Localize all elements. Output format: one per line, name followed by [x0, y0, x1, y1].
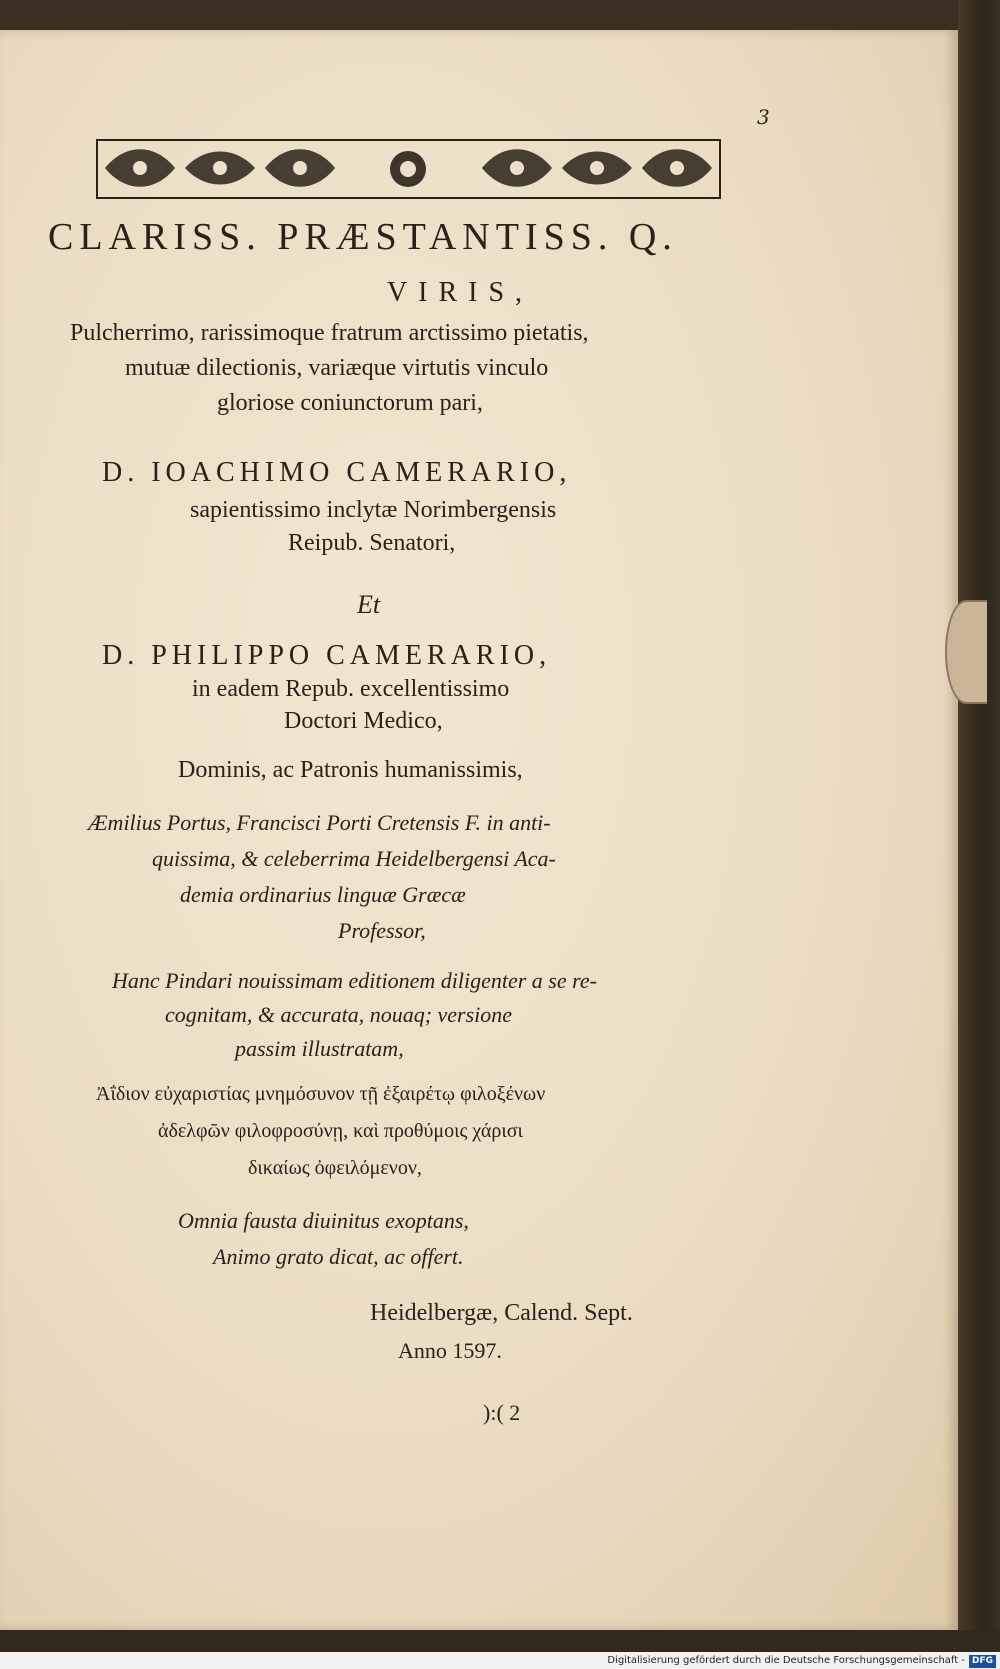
dedication-line: mutuæ dilectionis, variæque virtutis vinculo [125, 355, 549, 381]
folio-number: 3 [757, 105, 770, 129]
author-line: Professor, [338, 918, 426, 943]
edition-line: passim illustratam, [235, 1036, 404, 1061]
dfg-logo: DFG [969, 1655, 996, 1668]
signature-mark: ):( 2 [483, 1400, 521, 1425]
headpiece-ornament [95, 138, 722, 200]
viris-heading: VIRIS, [386, 277, 534, 308]
place-date: Heidelbergæ, Calend. Sept. [370, 1300, 633, 1326]
philippo-title-line: Doctori Medico, [284, 708, 443, 734]
author-line: Æmilius Portus, Francisci Porti Cretensis F. in anti- [88, 810, 551, 835]
dedication-line: Pulcherrimo, rarissimoque fratrum arctissimo pietatis, [70, 320, 589, 346]
digitization-footer [0, 1652, 1000, 1669]
closing-line: Animo grato dicat, ac offert. [213, 1244, 464, 1269]
philippo-title-line: in eadem Repub. excellentissimo [192, 676, 510, 702]
book-spine [958, 0, 1000, 1669]
dedication-line: gloriose coniunctorum pari, [217, 390, 483, 416]
page-edge-tab [945, 600, 987, 704]
year: Anno 1597. [398, 1338, 502, 1363]
closing-line: Omnia fausta diuinitus exoptans, [178, 1208, 469, 1233]
edition-line: cognitam, & accurata, nouaq; versione [165, 1002, 513, 1027]
dedication-title: CLARISS. PRÆSTANTISS. Q. [48, 216, 678, 258]
name-philippo: D. PHILIPPO CAMERARIO, [102, 640, 552, 671]
dominis-line: Dominis, ac Patronis humanissimis, [178, 757, 523, 783]
ioachimo-title-line: sapientissimo inclytæ Norimbergensis [190, 497, 557, 523]
ioachimo-title-line: Reipub. Senatori, [288, 530, 456, 556]
name-ioachimo: D. IOACHIMO CAMERARIO, [102, 457, 572, 488]
greek-line: Ἀΐδιον εὐχαριστίας μνημόσυνον τῇ ἐξαιρέτῳ φιλοξένων [96, 1083, 546, 1105]
conjunction-et: Et [357, 590, 381, 619]
author-line: demia ordinarius linguæ Græcæ [180, 882, 466, 907]
greek-line: δικαίως ὀφειλόμενον, [248, 1157, 422, 1179]
edition-line: Hanc Pindari nouissimam editionem diligenter a se re- [112, 968, 597, 993]
greek-line: ἀδελφῶν φιλοφροσύνῃ, καὶ προθύμοις χάρισι [158, 1120, 523, 1142]
author-line: quissima, & celeberrima Heidelbergensi Aca- [152, 846, 556, 871]
footer-credit: Digitalisierung gefördert durch die Deutsche Forschungsgemeinschaft - [607, 1655, 965, 1666]
